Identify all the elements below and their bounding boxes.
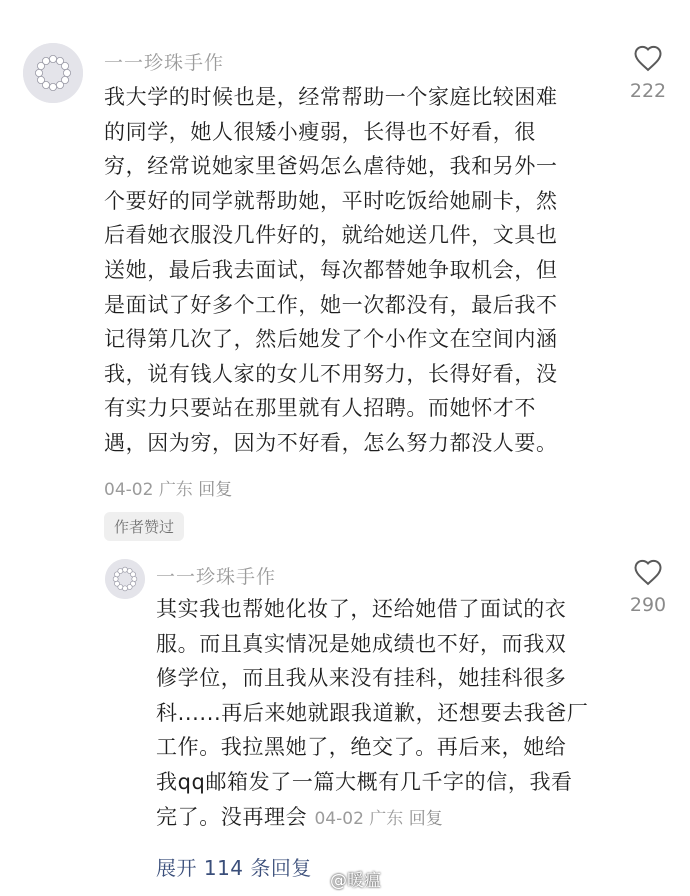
text-line: 记得第几次了，然后她发了个小作文在空间内涵 — [104, 327, 558, 352]
text-line: 科......再后来她就跟我道歉，还想要去我爸厂 — [156, 700, 589, 725]
author-liked-badge: 作者赞过 — [104, 512, 184, 541]
comment-username[interactable]: 一一珍珠手作 — [156, 566, 277, 588]
text-line: 送她，最后我去面试，每次都替她争取机会，但 — [104, 257, 558, 282]
reply-button[interactable]: 回复 — [408, 808, 443, 829]
like-button[interactable] — [613, 558, 683, 616]
comment-meta — [104, 475, 232, 500]
avatar[interactable] — [105, 559, 145, 599]
like-count: 222 — [629, 80, 667, 102]
comment-meta — [314, 809, 442, 829]
text-line: 我大学的时候也是，经常帮助一个家庭比较困难 — [104, 85, 558, 109]
watermark: @暖瘟 — [330, 871, 381, 891]
comment-username[interactable]: 一一珍珠手作 — [104, 52, 225, 74]
text-line: 有实力只要站在那里就有人招聘。而她怀才不 — [104, 396, 536, 421]
text-line: 是面试了好多个工作，她一次都没有，最后我不 — [104, 292, 558, 317]
text-line-end: 完了。没再理会 — [156, 804, 308, 829]
comment-text — [156, 592, 588, 836]
text-line: 服。而且真实情况是她成绩也不好，而我双 — [156, 631, 567, 656]
text-line: 其实我也帮她化妆了，还给她借了面试的衣 — [156, 597, 567, 621]
text-line: 的同学，她人很矮小瘦弱，长得也不好看，很 — [104, 119, 536, 144]
comment-location: 广东 — [158, 480, 193, 500]
reply-button[interactable]: 回复 — [198, 480, 233, 500]
like-count: 290 — [629, 594, 667, 616]
text-line: 个要好的同学就帮助她，平时吃饭给她刷卡，然 — [104, 188, 558, 213]
comment-text — [104, 80, 558, 461]
heart-icon[interactable] — [633, 558, 663, 590]
like-button[interactable] — [613, 44, 683, 102]
text-line: 修学位，而且我从来没有挂科，她挂科很多 — [156, 666, 567, 691]
text-line: 遇，因为穷，因为不好看，怎么努力都没人要。 — [104, 430, 558, 455]
text-line: 工作。我拉黑她了，绝交了。再后来，她给 — [156, 735, 567, 760]
comment-location: 广东 — [369, 808, 404, 829]
text-line: 穷，经常说她家里爸妈怎么虐待她，我和另外一 — [104, 154, 558, 179]
expand-replies-link[interactable]: 展开 114 条回复 — [156, 856, 312, 880]
text-line — [156, 800, 588, 837]
comment-date: 04-02 — [104, 480, 154, 500]
text-line: 我qq邮箱发了一篇大概有几千字的信，我看 — [156, 769, 573, 794]
comment-date: 04-02 — [314, 808, 364, 829]
pearl-bracelet-icon — [23, 43, 83, 103]
pearl-bracelet-icon — [105, 559, 145, 599]
heart-icon[interactable] — [633, 44, 663, 76]
text-line: 我，说有钱人家的女儿不用努力，长得好看，没 — [104, 361, 558, 386]
avatar[interactable] — [23, 43, 83, 103]
text-line: 后看她衣服没几件好的，就给她送几件，文具也 — [104, 223, 558, 248]
